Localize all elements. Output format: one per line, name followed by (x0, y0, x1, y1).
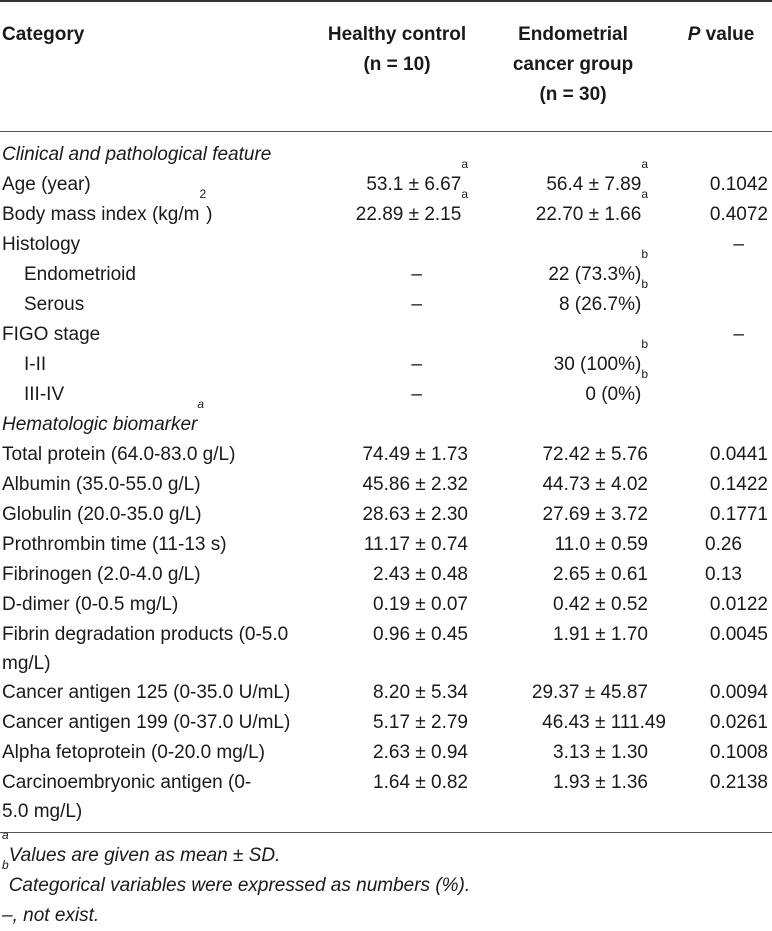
section-label: Clinical and pathological feature (2, 143, 272, 165)
healthy-cell: – (411, 263, 422, 285)
cancer-cell: 22 $(73.3\%)^b$ (548, 246, 648, 285)
table-row (0, 620, 772, 678)
table-row (0, 380, 772, 410)
row-label: Endometrioid (24, 263, 136, 285)
healthy-cell: – (411, 293, 422, 315)
healthy-cell: 28.63 ± 2.30 (362, 503, 468, 525)
healthy-cell: 0.19 ± 0.07 (373, 593, 468, 615)
cancer-cell: 2.65 ± 0.61 (553, 563, 648, 585)
section-label: Hematologic biomarker$^a$ (2, 396, 205, 435)
table-row (0, 230, 772, 260)
healthy-cell: 0.96 ± 0.45 (373, 623, 468, 645)
p-cell: 0.4072 (709, 203, 768, 225)
row-label: FIGO stage (2, 323, 101, 345)
table-row (0, 470, 772, 500)
table-row (0, 560, 772, 590)
p-cell: 0.1008 (709, 741, 768, 763)
table-row (0, 530, 772, 560)
p-cell: 0.0094 (709, 681, 768, 703)
row-label: Fibrinogen (2.0-4.0 g/L) (2, 563, 201, 585)
table-row (0, 500, 772, 530)
cancer-cell: 56.4 ± 7.89$^a$ (546, 156, 648, 195)
row-label: Total protein (64.0-83.0 g/L) (2, 443, 236, 465)
cancer-cell: 1.93 ± 1.36 (476, 768, 670, 833)
row-label: Alpha fetoprotein (0-20.0 mg/L) (2, 741, 265, 763)
p-cell: 0.0045 (709, 623, 768, 645)
row-label: Age (year) (2, 173, 91, 195)
p-cell: 0.1771 (709, 503, 768, 525)
healthy-cell: – (411, 353, 422, 375)
cancer-cell: 0.42 ± 0.52 (553, 593, 648, 615)
healthy-cell: 53.1 ± 6.67$^a$ (366, 156, 468, 195)
p-cell: – (733, 323, 744, 345)
footnote-dash: –, not exist. (2, 904, 100, 926)
section-row (0, 131, 772, 170)
table-row (0, 320, 772, 350)
table-header (0, 1, 772, 131)
table-row (0, 440, 772, 470)
footnotes (0, 827, 772, 931)
row-label: Cancer antigen 199 (0-37.0 U/mL) (2, 711, 291, 733)
cancer-cell: 27.69 ± 3.72 (542, 503, 648, 525)
row-label: D-dimer (0-0.5 mg/L) (2, 593, 179, 615)
footnote-a: $^a$Values are given as mean ± SD. (2, 827, 281, 866)
row-label: Histology (2, 233, 81, 255)
healthy-cell: 11.17 ± 0.74 (363, 533, 468, 555)
cancer-cell: 0 $(0\%)^b$ (585, 366, 648, 405)
cancer-cell: 30 $(100\%)^b$ (553, 336, 648, 375)
section-row (0, 410, 772, 440)
healthy-cell: 45.86 ± 2.32 (362, 473, 468, 495)
p-cell: 0.0441 (709, 443, 768, 465)
row-label: Serous (24, 293, 85, 315)
row-label: Body mass index $(kg/m^2)$ (2, 186, 213, 225)
p-cell: 0.13 (705, 563, 742, 585)
footnote-b: $^b$Categorical variables were expressed as numbers (%). (2, 857, 471, 896)
healthy-cell: 74.49 ± 1.73 (362, 443, 468, 465)
cancer-cell: 46.43 ± 111.49 (542, 711, 666, 733)
cancer-cell: 72.42 ± 5.76 (542, 443, 648, 465)
table-row (0, 590, 772, 620)
row-label: Fibrin degradation products (0-5.0 mg/L) (2, 623, 289, 674)
healthy-cell: – (411, 383, 422, 405)
healthy-cell: 22.89 ± 2.15$^a$ (355, 186, 468, 225)
row-label: Globulin (20.0-35.0 g/L) (2, 503, 202, 525)
p-cell: 0.26 (705, 533, 742, 555)
p-cell: 0.2138 (670, 768, 772, 833)
table-row (0, 290, 772, 320)
header-healthy-control: Healthy control (n = 10) (318, 1, 476, 131)
healthy-cell: 2.63 ± 0.94 (373, 741, 468, 763)
cancer-cell: 3.13 ± 1.30 (553, 741, 648, 763)
healthy-cell: 1.64 ± 0.82 (318, 768, 476, 833)
healthy-cell: 5.17 ± 2.79 (373, 711, 468, 733)
table-row (0, 738, 772, 768)
table-row (0, 678, 772, 708)
header-cancer-group: Endometrial cancer group (n = 30) (476, 1, 670, 131)
cancer-cell: 29.37 ± 45.87 (531, 681, 648, 703)
p-cell: 0.0261 (709, 711, 768, 733)
cancer-cell: 11.0 ± 0.59 (554, 533, 648, 555)
cancer-cell: 8 $(26.7\%)^b$ (558, 276, 648, 315)
table-row (0, 260, 772, 290)
table-row (0, 350, 772, 380)
row-label: Cancer antigen 125 (0-35.0 U/mL) (2, 681, 291, 703)
row-label: Prothrombin time (11-13 s) (2, 533, 227, 555)
row-label: III-IV (24, 383, 65, 405)
healthy-cell: 8.20 ± 5.34 (373, 681, 468, 703)
cancer-cell: 22.70 ± 1.66$^a$ (535, 186, 648, 225)
p-cell: 0.1042 (709, 173, 768, 195)
table-row (0, 768, 772, 833)
row-label: I-II (24, 353, 47, 375)
table-row (0, 200, 772, 230)
p-cell: 0.0122 (709, 593, 768, 615)
row-label: Albumin (35.0-55.0 g/L) (2, 473, 201, 495)
header-category: Category (0, 1, 318, 131)
table-body (0, 131, 772, 832)
cancer-cell: 44.73 ± 4.02 (542, 473, 648, 495)
header-p-value: P value (670, 1, 772, 131)
p-cell: 0.1422 (709, 473, 768, 495)
row-label: Carcinoembryonic antigen (0-5.0 mg/L) (0, 768, 318, 833)
table-row (0, 170, 772, 200)
healthy-cell: 2.43 ± 0.48 (373, 563, 468, 585)
cancer-cell: 1.91 ± 1.70 (553, 623, 648, 645)
p-cell: – (733, 233, 744, 255)
table-row (0, 708, 772, 738)
